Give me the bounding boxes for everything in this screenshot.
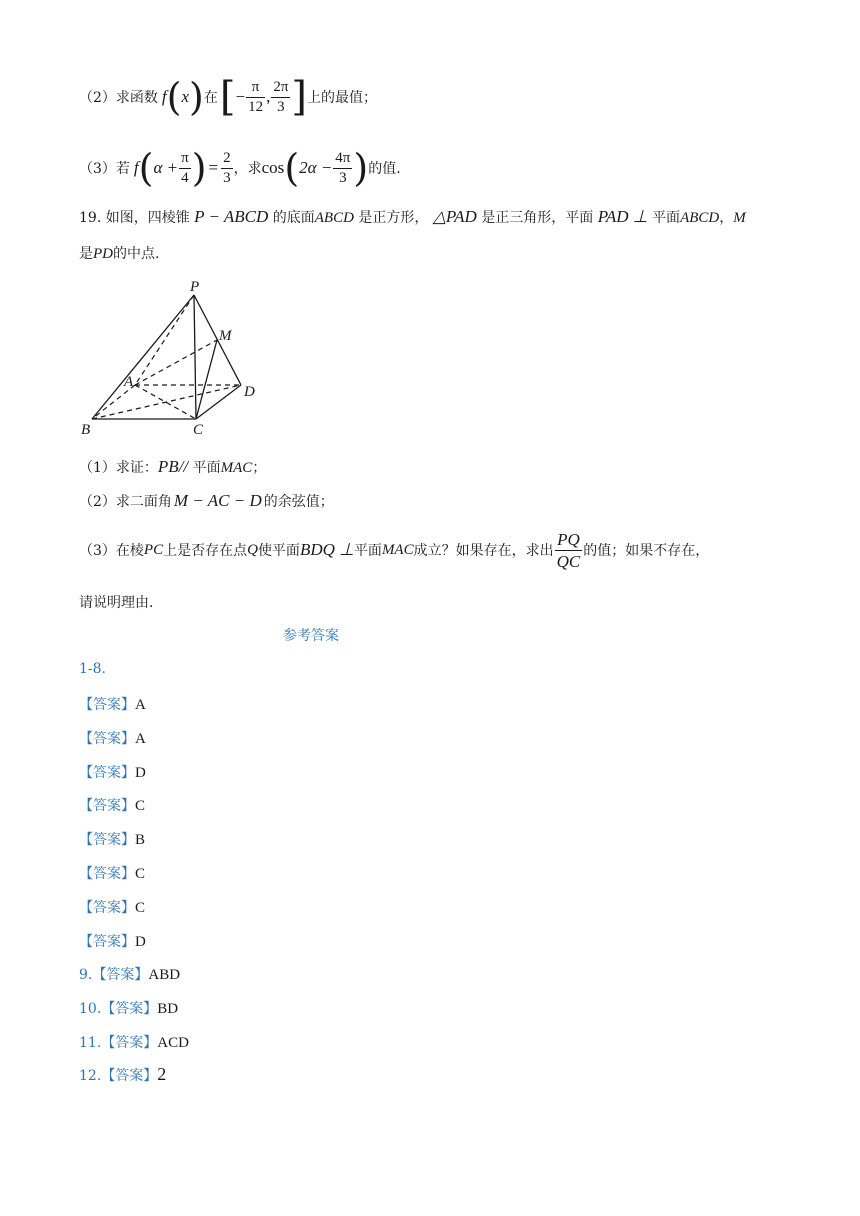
label-D: D	[244, 384, 255, 400]
q19-sub1: （1）求证：PB// 平面MAC；	[79, 457, 267, 476]
answers-heading: 参考答案	[283, 628, 339, 644]
fraction-2-3: $\frac{2}{3}$	[223, 149, 231, 186]
answer-item: 【答案】C	[79, 798, 146, 815]
fraction-pi-4: $\frac{\pi}{4}$	[181, 149, 189, 186]
edge-MC	[196, 340, 217, 419]
answer-12: 12.【答案】2	[79, 1064, 167, 1084]
answers-range: 1-8.	[79, 661, 106, 677]
answer-item: 【答案】B	[79, 832, 146, 849]
answer-11: 11.【答案】ACD	[79, 1035, 189, 1051]
label-A: A	[124, 374, 134, 390]
answer-item: 【答案】A	[79, 730, 146, 747]
edge-AM	[135, 340, 217, 385]
answer-item: 【答案】D	[79, 933, 146, 950]
label-B: B	[81, 422, 91, 438]
q19-sub2: （2）求二面角 M − AC − D 的余弦值；	[79, 491, 334, 510]
answer-item: 【答案】A	[79, 697, 146, 713]
fraction-PQ-QC: $\frac{PQ}{QC}$	[556, 529, 581, 571]
q19-stem-line2: 是PD的中点.	[79, 246, 160, 262]
label-C: C	[193, 422, 204, 438]
pyramid-figure	[78, 278, 268, 440]
edge-PC	[194, 295, 196, 419]
label-P: P	[190, 279, 200, 295]
fraction-pi-12: $\frac{\pi}{12}$	[248, 78, 264, 115]
answer-item: 【答案】D	[79, 764, 146, 781]
label-M: M	[219, 328, 232, 344]
edge-PD	[194, 295, 241, 385]
q19-sub3: （3）在棱 PC 上是否存在点 Q 使平面 BDQ ⊥ 平面 MAC 成立？如果存在，求出 $\frac{PQ}{QC}$ 的值；如果不存在，	[79, 529, 710, 571]
q18-part2: （2）求函数 f ( x ) 在 [ − $\frac{\pi}{12}$ , $\frac{2\pi}{3}$ ] 上的最值；	[79, 74, 377, 120]
answer-10: 10.【答案】BD	[79, 1001, 179, 1017]
fraction-4pi-3: $\frac{4\pi}{3}$	[335, 149, 351, 186]
answer-item: 【答案】C	[79, 899, 146, 916]
answer-item: 【答案】C	[79, 866, 146, 882]
q19-sub3-line2: 请说明理由.	[79, 595, 154, 611]
edge-PA	[135, 295, 194, 385]
fraction-2pi-3: $\frac{2\pi}{3}$	[273, 78, 289, 115]
edge-PB	[92, 295, 194, 419]
q19-stem-line1: 19. 如图，四棱锥 P − ABCD 的底面ABCD 是正方形， △PAD 是正三角形，平面 PAD ⊥ 平面ABCD，M	[79, 207, 746, 226]
answer-9: 9.【答案】ABD	[79, 967, 181, 983]
q18-part3: （3）若 f ( α + $\frac{\pi}{4}$ ) = $\frac{2}{3}$ ，求 cos ( 2α − $\frac{4\pi}{3}$ ) 的值.	[79, 146, 401, 190]
